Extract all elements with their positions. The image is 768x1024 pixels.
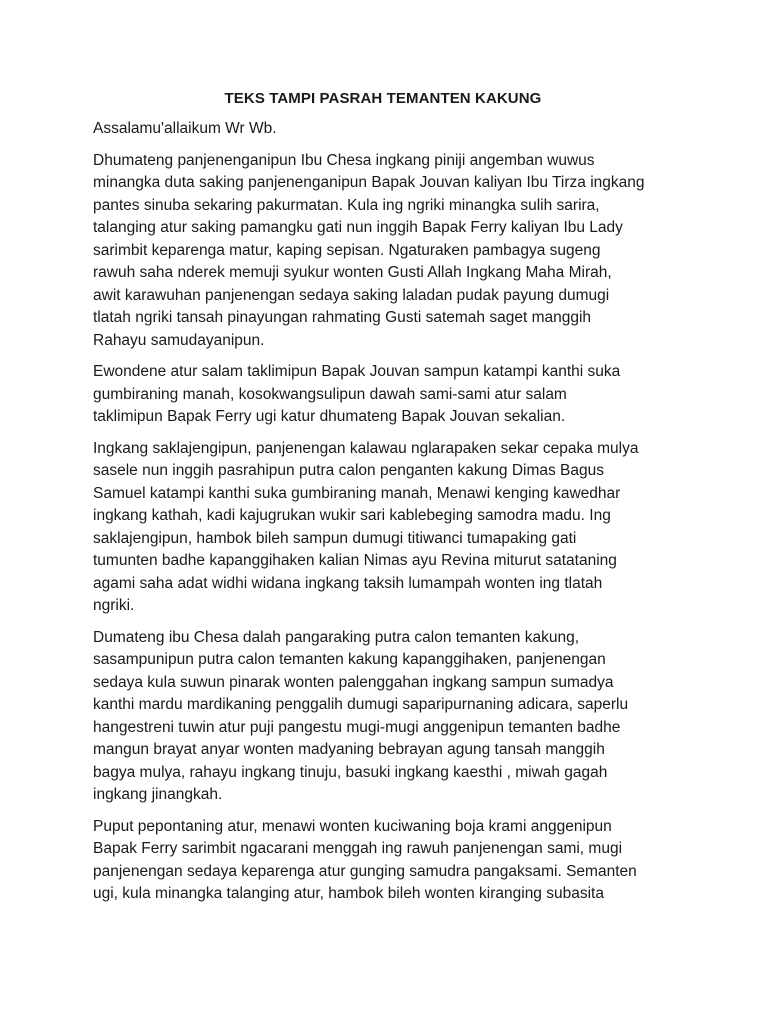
paragraph-line: Samuel katampi kanthi suka gumbiraning manah, Menawi kenging kawedhar [93,484,621,502]
paragraph-line: sarimbit keparenga matur, kaping sepisan. Ngaturaken pambagya sugeng [93,241,601,259]
paragraph-line: Puput pepontaning atur, menawi wonten kuciwaning boja krami anggenipun [93,817,612,835]
paragraph-line: ingkang jinangkah. [93,786,223,803]
paragraph-line: kanthi mardu mardikaning penggalih dumugi saparipurnaning adicara, saperlu [93,696,629,713]
paragraph-line: pantes sinuba sekaring pakurmatan. Kula ing ngriki minangka sulih sarira, [93,196,600,214]
paragraph-line: mangun brayat anyar wonten madyaning bebrayan agung tansah manggih [93,741,605,758]
paragraph-line: gumbiraning manah, kosokwangsulipun dawah sami-sami atur salam [93,385,567,403]
paragraph-line: ngriki. [93,597,135,614]
paragraph-line: ugi, kula minangka talanging atur, hambok bileh wonten kiranging subasita [93,885,604,902]
document-title: TEKS TAMPI PASRAH TEMANTEN KAKUNG [224,90,542,107]
paragraph-line: Ingkang saklajengipun, panjenengan kalawau nglarapaken sekar cepaka mulya [93,439,639,457]
paragraph-line: sedaya kula suwun pinarak wonten palenggahan ingkang sampun sumadya [93,673,614,691]
greeting-line: Assalamu'allaikum Wr Wb. [93,120,277,137]
paragraph-line: talanging atur saking pamangku gati nun inggih Bapak Ferry kaliyan Ibu Lady [93,219,623,236]
paragraph-line: Dumateng ibu Chesa dalah pangaraking putra calon temanten kakung, [93,628,579,646]
paragraph-line: panjenengan sedaya keparenga atur gunging samudra pangaksami. Semanten [93,862,637,880]
paragraph-line: Ewondene atur salam taklimipun Bapak Jouvan sampun katampi kanthi suka [93,363,621,380]
body-paragraph [93,438,673,618]
paragraph-line: bagya mulya, rahayu ingkang tinuju, basuki ingkang kaesthi , miwah gagah [93,763,608,781]
body-paragraph [93,627,673,807]
paragraph-line: rawuh saha nderek memuji syukur wonten Gusti Allah Ingkang Maha Mirah, [93,264,612,281]
body-paragraph [93,361,673,429]
paragraph-line: tumunten badhe kapanggihaken kalian Nimas ayu Revina miturut satataning [93,552,617,569]
paragraph-line: saklajengipun, hambok bileh sampun dumugi titiwanci tumapaking gati [93,529,577,547]
paragraph-line: hangestreni tuwin atur puji pangestu mugi-mugi anggenipun temanten badhe [93,718,621,736]
paragraph-line: taklimipun Bapak Ferry ugi katur dhumateng Bapak Jouvan sekalian. [93,408,566,425]
paragraph-line: sasele nun inggih pasrahipun putra calon penganten kakung Dimas Bagus [93,462,604,479]
paragraph-line: awit karawuhan panjenengan sedaya saking laladan pudak payung dumugi [93,286,610,304]
paragraph-line: Bapak Ferry sarimbit ngacarani menggah ing rawuh panjenengan sami, mugi [93,840,623,857]
body-paragraph [93,150,673,353]
paragraph-line: sasampunipun putra calon temanten kakung kapanggihaken, panjenengan [93,651,606,668]
paragraph-line: ingkang kathah, kadi kajugrukan wukir sari kablebeging samodra madu. Ing [93,507,611,524]
paragraph-line: tlatah ngriki tansah pinayungan rahmating Gusti satemah saget manggih [93,309,592,326]
body-paragraph [93,816,673,906]
document-body [93,150,673,906]
paragraph-line: minangka duta saking panjenenganipun Bapak Jouvan kaliyan Ibu Tirza ingkang [93,174,645,191]
paragraph-line: Dhumateng panjenenganipun Ibu Chesa ingkang piniji angemban wuwus [93,151,595,169]
paragraph-line: Rahayu samudayanipun. [93,331,265,349]
paragraph-line: agami saha adat widhi widana ingkang taksih lumampah wonten ing tlatah [93,574,603,592]
document-page [93,88,673,915]
